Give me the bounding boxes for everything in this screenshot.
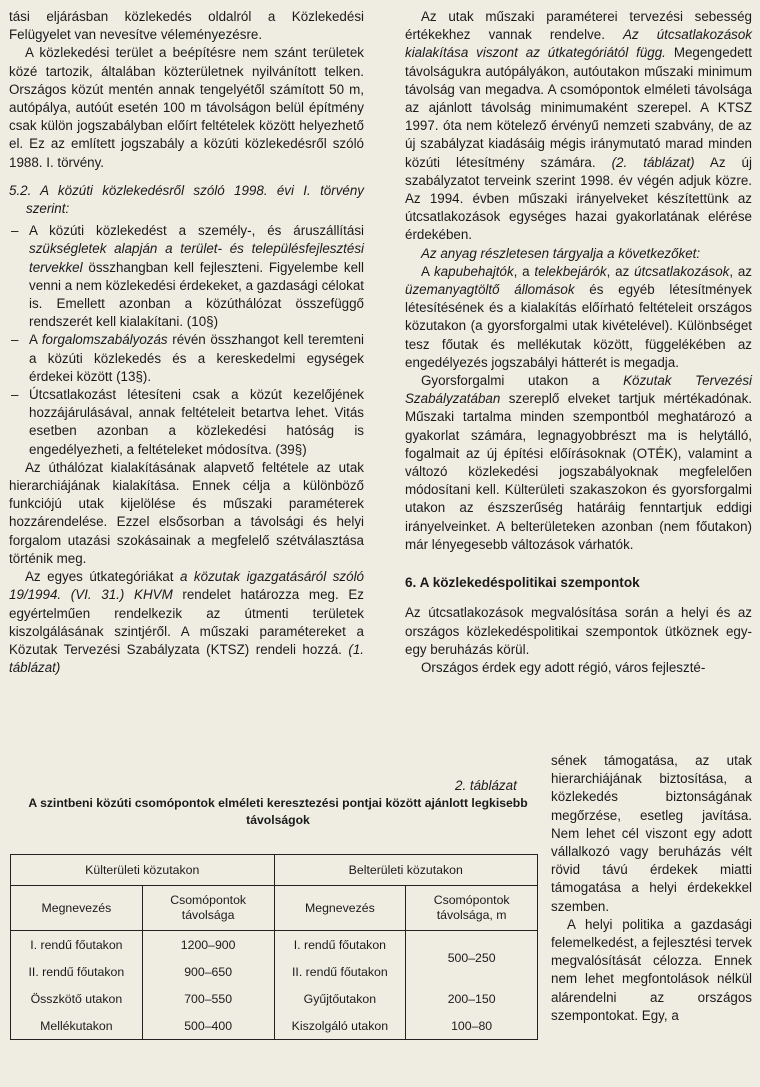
- paragraph: [9, 568, 364, 677]
- right-column: [405, 8, 752, 677]
- paragraph: sének támogatása, az utak hierarchiájának biztosítása, a közlekedés biztonságának megőrzése, esetleg javítása. Nem lehet cél viszont egy adott vállalkozó vagy beruházás vélt rövid távú érdekek miatti támogatása a helyi érdekekkel szemben.: [551, 753, 752, 914]
- paragraph: [405, 263, 752, 372]
- table-title: A szintbeni közúti csomópontok elméleti keresztezési pontjai között ajánlott legkisebb távolságok: [28, 796, 528, 827]
- list-item: [9, 331, 364, 386]
- emphasis: szükségletek alapján a terület- és településfejlesztési tervekkel: [29, 241, 364, 275]
- text: Gyorsforgalmi utakon a: [421, 373, 624, 389]
- paragraph: [405, 8, 752, 245]
- text: Megengedett távolságukra autópályákon, autóutakon műszaki minimum távolság van megadva. A csomópontok elméleti távolsága az ajánlott távolság minimumaként szerepel. A KTSZ 1997. óta nem kötelező érvényű nemzeti szabvány, de az új szabályzat kiadásáig mégis iránymutató marad minden közúti létesítmény számára.: [405, 45, 752, 170]
- table-cell: II. rendű főutakon: [274, 958, 406, 985]
- table-row: [11, 931, 538, 959]
- table-row: [11, 985, 538, 1012]
- table-reference: (1. táblázat): [9, 641, 364, 676]
- table-reference: (2. táblázat): [611, 154, 695, 170]
- table-cell: 1200–900: [142, 931, 274, 959]
- text: , a: [513, 263, 535, 279]
- table-cell: 100–80: [406, 1012, 538, 1040]
- table-column-header: Csomópontok távolsága: [142, 886, 274, 931]
- text: szereplő elveket tartjuk mértékadónak. Műszaki tartalma minden szempontból meghatározó a gyakorlat számára, legnagyobbrészt ma is helytálló, fogalmait az új építési előírásoknak (OTÉK), valamint a változó közlekedési jogszabályoknak megfelelően módosítani kell. Külterületi szakaszokon és gyorsforgalmi utakon az észszerűség határáig fenntartjuk eddigi irányelveinket. A belterületeken azonban (nem főutakon) már lényegesebb változások várhatók.: [405, 391, 752, 552]
- paragraph: [405, 372, 752, 554]
- text: rendelet határozza meg. Ez egyértelműen rendelkezik az útmenti területek kiszolgálásának szintjéről. A műszaki paramétereket a Közutak Tervezési Szabályzata (KTSZ) rendeli hozzá.: [9, 587, 364, 657]
- table-cell: II. rendű főutakon: [11, 958, 143, 985]
- text: A: [29, 332, 42, 348]
- emphasis: forgalomszabályozás: [41, 332, 168, 348]
- emphasis: a közutak igazgatásáról szóló 19/1994. (VI. 31.) KHVM: [9, 569, 364, 603]
- emphasis: útcsatlakozások: [634, 263, 730, 279]
- table-cell: I. rendű főutakon: [274, 931, 406, 959]
- paragraph: Az útcsatlakozások megvalósítása során a helyi és az országos közlekedéspolitikai szempontok ütköznek egy-egy beruházás körül.: [405, 605, 752, 657]
- text: összhangban kell fejleszteni. Figyelembe kell venni a nem közlekedési érdekeket, a gazdasági célokat is. Emellett azonban a közúthálózat összefüggő rendszerét kell kialakítani. (10§): [29, 259, 364, 330]
- table-cell: 500–400: [142, 1012, 274, 1040]
- text: és egyéb létesítmények létesítésének és a kialakítás előírható feltételeit országos közutakon (a gyorsforgalmi utak kivételével). Különbséget tesz főutak és mellékutak között, függelékében az engedélyezés jogszabályi hátterét is megadja.: [405, 282, 752, 370]
- paragraph: A helyi politika a gazdasági felemelkedést, a fejlesztési tervek megvalósítását célozza. Ennek nem lehet megfontolások nélkül alárendelni az országos szempontokat. Egy, a: [551, 916, 752, 1023]
- bullet-list: [9, 222, 364, 459]
- table-column-header: Csomópontok távolsága, m: [406, 886, 538, 931]
- table-column-header: Megnevezés: [11, 886, 143, 931]
- emphasis: telekbejárók: [534, 263, 607, 279]
- text: , az: [606, 263, 635, 279]
- paragraph: [405, 245, 752, 263]
- section-heading: 5.2. A közúti közlekedésről szóló 1998. évi I. törvény szerint:: [9, 182, 364, 217]
- table-cell: 700–550: [142, 985, 274, 1012]
- table-row: [11, 1012, 538, 1040]
- table-group-header: Belterületi közutakon: [274, 855, 538, 886]
- wrapped-text-beside-table: [551, 752, 752, 1025]
- text: Az egyes útkategóriákat: [25, 569, 180, 585]
- table-cell: Összkötő utakon: [11, 985, 143, 1012]
- emphasis: Közutak Tervezési Szabályzatában: [405, 373, 752, 407]
- paragraph: Az úthálózat kialakításának alapvető feltétele az utak hierarchiájának kialakítása. Ennek célja a különböző funkciójú utak kijelölése és műszaki paraméterek hozzárendelése. Ezzel elsősorban a távolsági és helyi forgalom utazási szokásainak a megfelelő szétválasztása történik meg.: [9, 459, 364, 566]
- section-heading: 6. A közlekedéspolitikai szempontok: [405, 575, 640, 591]
- emphasis: kapubehajtók: [433, 263, 514, 279]
- left-column: [9, 8, 364, 677]
- paragraph: tási eljárásban közlekedés oldalról a Közlekedési Felügyelet van nevesítve véleményezésre.: [9, 9, 364, 43]
- list-item: [9, 222, 364, 331]
- emphasis: Az anyag részletesen tárgyalja a következőket:: [421, 245, 701, 261]
- table-cell: 900–650: [142, 958, 274, 985]
- table-cell: 500–250: [406, 931, 538, 986]
- text: A: [421, 263, 434, 279]
- text: révén összhangot kell teremteni a közúti közlekedés és a kereskedelmi egységek érdekei között (13§).: [29, 332, 364, 384]
- distance-table: [10, 854, 538, 1040]
- table-cell: Kiszolgáló utakon: [274, 1012, 406, 1040]
- paragraph: Országos érdek egy adott régió, város fejleszté-: [421, 659, 706, 675]
- table-cell: Mellékutakon: [11, 1012, 143, 1040]
- text: Az utak műszaki paraméterei tervezési sebesség értékekhez vannak rendelve.: [405, 9, 752, 43]
- emphasis: üzemanyagtöltő állomások: [405, 282, 575, 298]
- text: A közúti közlekedést a személy-, és áruszállítási: [29, 223, 364, 239]
- table-cell: Gyűjtőutakon: [274, 985, 406, 1012]
- table-cell: 200–150: [406, 985, 538, 1012]
- emphasis: Az útcsatlakozások kialakítása viszont az útkategóriától függ.: [405, 27, 752, 61]
- table-number: 2. táblázat: [455, 778, 517, 793]
- text: Az új szabályzatot terveink szerint 1998. év végén adjuk közre. Az 1994. évben műszaki irányelveket készítettünk az útcsatlakozások egységes hazai gyakorlatának elérése érdekében.: [405, 154, 752, 243]
- list-item: – Útcsatlakozást létesíteni csak a közút kezelőjének hozzájárulásával, annak feltételeit betartva lehet. Vitás esetben azonban a közlekedési hatóság is engedélyezheti, a feltételeket módosítva. (39§): [9, 386, 364, 459]
- paragraph: A közlekedési terület a beépítésre nem szánt területek közé tartozik, általában közterületnek nyilvánított telken. Országos közút mentén annak tengelyétől számított 50 m, autópálya, autóút esetén 100 m távolságon belül építmény csak külön jogszabályban előírt feltételek között helyezhető el. Ez az említett jogszabály a közúti közlekedésről szóló 1988. I. törvény.: [9, 45, 364, 170]
- table-column-header: Megnevezés: [274, 886, 406, 931]
- text: , az: [729, 263, 752, 279]
- table-cell: I. rendű főutakon: [11, 931, 143, 959]
- table-group-header: Külterületi közutakon: [11, 855, 275, 886]
